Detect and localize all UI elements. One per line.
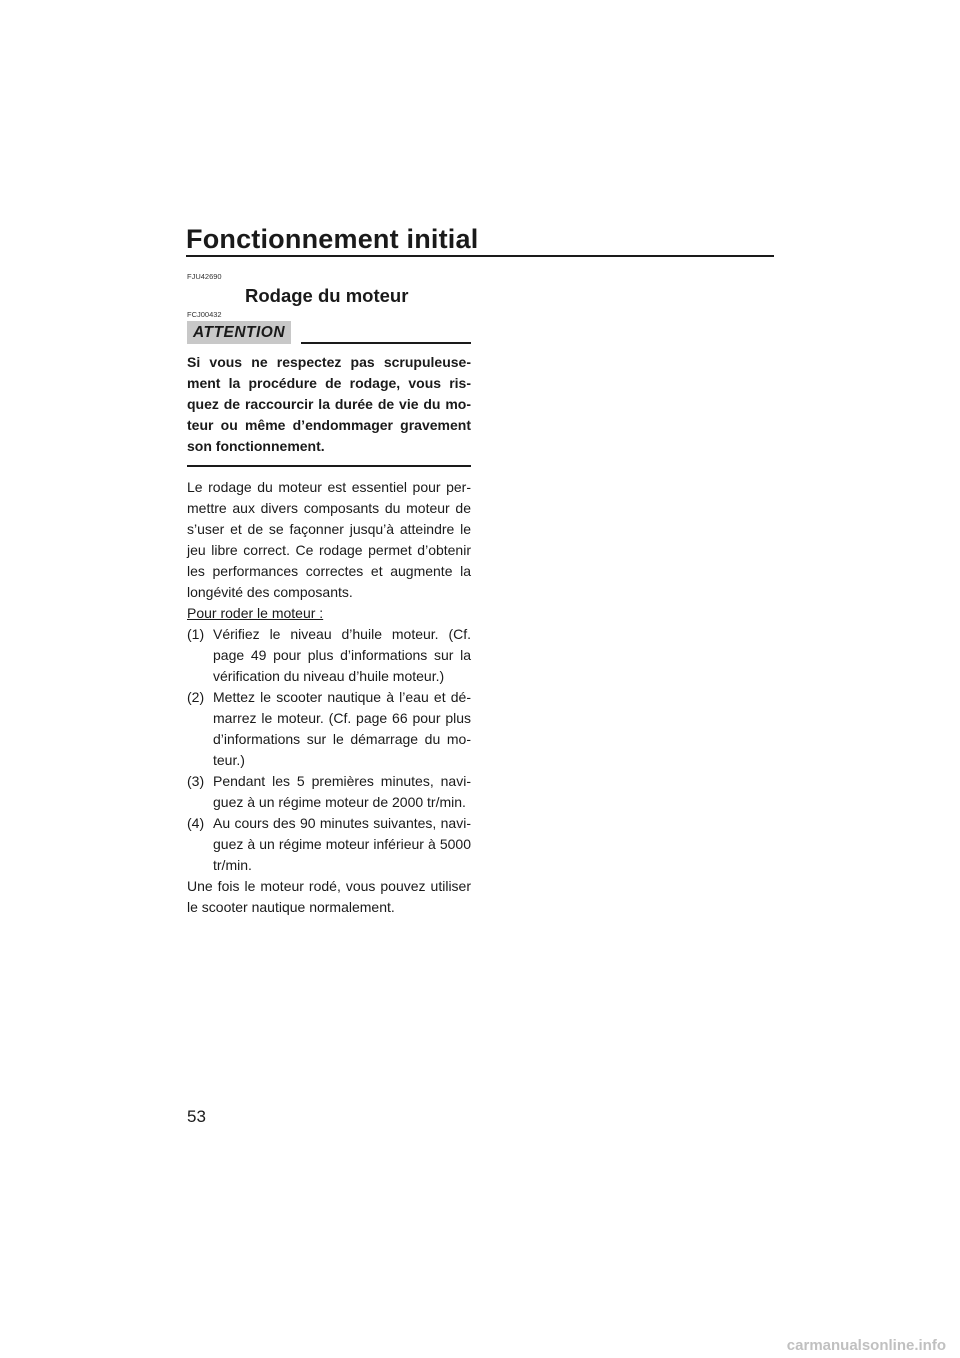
step-text: Au cours des 90 minutes suivantes, navi-guez à un régime moteur inférieur à 5000 tr/min.	[213, 815, 471, 873]
closing-paragraph: Une fois le moteur rodé, vous pouvez utiliser le scooter nautique normalement.	[187, 878, 471, 915]
attention-code: FCJ00432	[187, 310, 222, 319]
step-text: Pendant les 5 premières minutes, navi-guez à un régime moteur de 2000 tr/min.	[213, 773, 471, 810]
page-number: 53	[187, 1107, 206, 1126]
intro-paragraph: Le rodage du moteur est essentiel pour per-mettre aux divers composants du moteur de s’user et de se façonner jusqu’à atteindre le jeu libre correct. Ce rodage permet d’obtenir les performances correctes et augmente la longévité des composants.	[187, 479, 471, 600]
content-column	[187, 272, 471, 918]
step-item	[187, 771, 471, 813]
step-text: Mettez le scooter nautique à l’eau et dé-marrez le moteur. (Cf. page 66 pour plus d’informations sur le démarrage du mo-teur.)	[213, 689, 471, 768]
step-number: (4)	[187, 815, 205, 831]
step-item	[187, 687, 471, 771]
step-item	[187, 813, 471, 876]
step-number: (1)	[187, 626, 205, 642]
step-number: (3)	[187, 773, 205, 789]
page-title: Fonctionnement initial	[186, 224, 479, 254]
step-text: Vérifiez le niveau d’huile moteur. (Cf. page 49 pour plus d’informations sur la vérification du niveau d’huile moteur.)	[213, 626, 471, 684]
steps-list	[187, 624, 471, 876]
page-header	[186, 222, 774, 257]
attention-text: Si vous ne respectez pas scrupuleuse-ment la procédure de rodage, vous ris-quez de raccourcir la durée de vie du mo-teur ou même d’endommager gravement son fonctionnement.	[187, 354, 471, 454]
step-item	[187, 624, 471, 687]
section-title: Rodage du moteur	[245, 285, 409, 306]
watermark: carmanualsonline.info	[786, 1337, 946, 1354]
procedure-heading: Pour roder le moteur :	[187, 605, 324, 621]
section-code: FJU42690	[187, 272, 222, 281]
attention-rule	[301, 342, 471, 344]
step-number: (2)	[187, 689, 205, 705]
attention-badge: ATTENTION	[187, 321, 291, 344]
attention-bottom-rule	[187, 465, 471, 467]
attention-header	[187, 321, 471, 344]
